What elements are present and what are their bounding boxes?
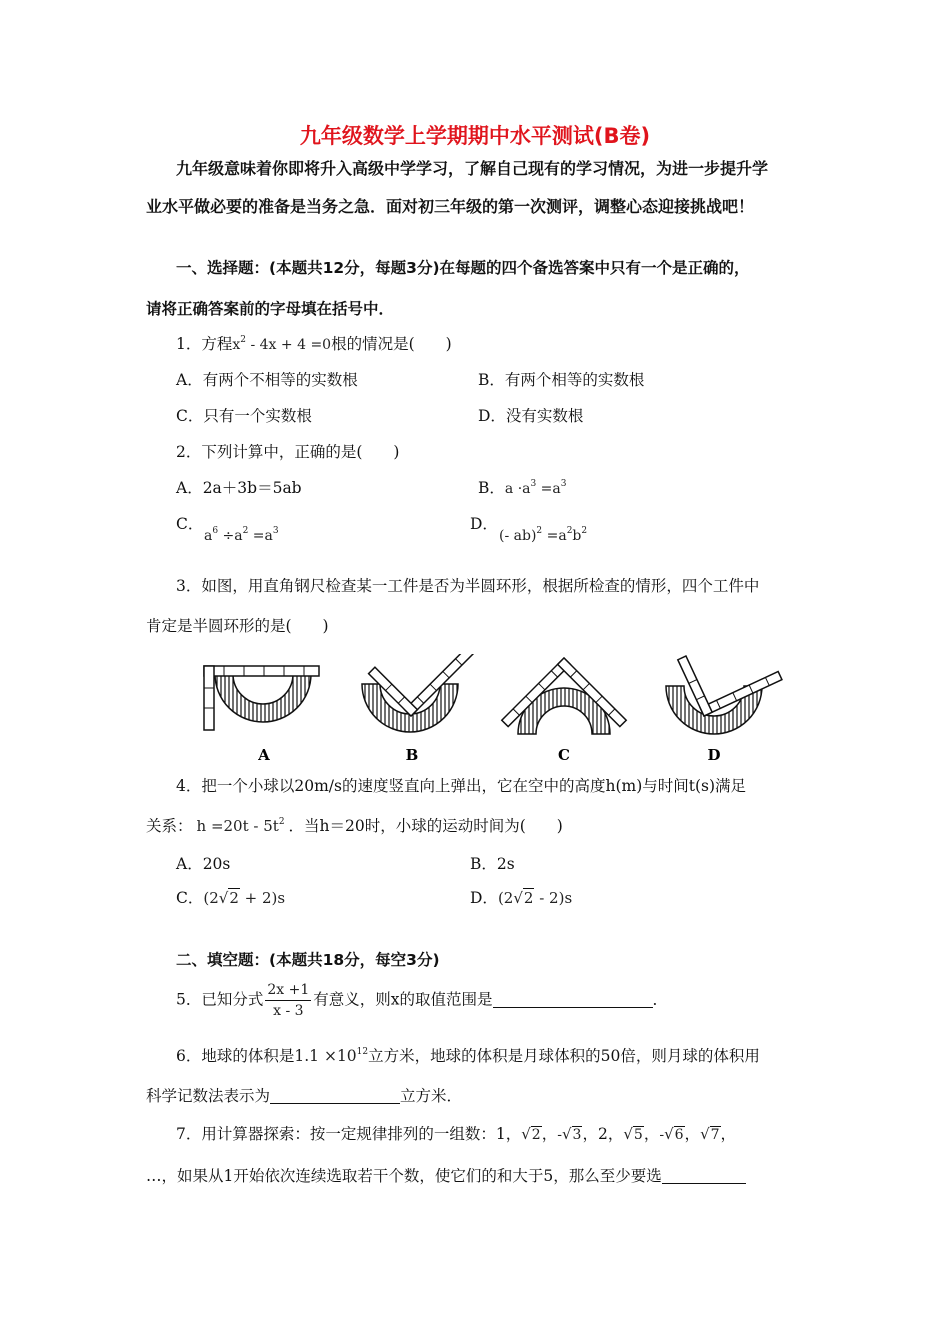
q4-c-post: + 2)s xyxy=(239,889,286,907)
q2-b-expr xyxy=(505,481,567,497)
q2-option-a: A．2a＋3b＝5ab xyxy=(176,479,302,497)
figure-label-d: D xyxy=(707,746,721,764)
q2-option-d-label: D． xyxy=(470,515,498,533)
q4-rel-suffix: ．当h＝20时，小球的运动时间为( ) xyxy=(288,817,563,835)
q5-denominator: x - 3 xyxy=(273,1003,304,1019)
section1-heading-cont: 请将正确答案前的字母填在括号中． xyxy=(146,300,395,318)
q4-rel-exp: 2 xyxy=(278,817,285,827)
q4-d-radicand: 2 xyxy=(523,889,534,907)
q6-volume xyxy=(294,1047,368,1065)
q2-c-exp1: 6 xyxy=(212,526,219,536)
q1-eq-exp: 2 xyxy=(240,335,247,345)
q6-line2-suffix: 立方米． xyxy=(400,1087,463,1105)
q5-end: ． xyxy=(652,990,669,1009)
q4-d-sqrt: √2 xyxy=(513,889,534,907)
question-4-stem: 4．把一个小球以20m/s的速度竖直向上弹出，它在空中的高度h(m)与时间t(s)满足 xyxy=(176,777,747,795)
q2-c-exp3: 3 xyxy=(272,526,279,536)
q2-b-exp1: 3 xyxy=(530,479,537,489)
q2-c-exp2: 2 xyxy=(242,526,249,536)
question-4-stem-cont xyxy=(146,814,563,836)
q7-prefix: 7．用计算器探索：按一定规律排列的一组数：1， xyxy=(176,1125,522,1143)
q2-b-exp2: 3 xyxy=(560,479,567,489)
q6-volume-base: 1.1 ×10 xyxy=(294,1047,357,1065)
question-6 xyxy=(176,1044,760,1066)
q2-option-d-expr xyxy=(499,526,587,544)
q1-eq-var: x xyxy=(232,337,241,353)
q4-rel-expr: h =20t - 5t xyxy=(196,817,279,835)
q4-d-label: D． xyxy=(470,889,498,907)
q2-d-exp1: 2 xyxy=(536,526,543,536)
q7-sqrt7: √7 xyxy=(700,1125,720,1143)
q2-option-b xyxy=(478,476,566,498)
q7-sqrt5: √5 xyxy=(623,1125,643,1143)
q4-option-b: B．2s xyxy=(470,855,515,873)
q7-sqrt2: √2 xyxy=(521,1125,541,1143)
q6-volume-exp: 12 xyxy=(356,1047,369,1057)
q2-d-exp2: 2 xyxy=(566,526,573,536)
question-6-cont xyxy=(146,1084,462,1106)
q5-fraction xyxy=(265,982,311,1019)
q4-d-post: - 2)s xyxy=(534,889,573,907)
q7-line2: …，如果从1开始依次连续选取若干个数，使它们的和大于5，那么至少要选 xyxy=(146,1167,662,1185)
q4-rel-prefix: 关系： xyxy=(146,817,193,835)
q5-numerator: 2x +1 xyxy=(265,982,311,1001)
q5-prefix: 5．已知分式 xyxy=(176,990,264,1009)
q4-option-c xyxy=(176,886,285,908)
q7-answer-blank[interactable] xyxy=(662,1167,746,1184)
page-title: 九年级数学上学期期中水平测试(B卷) xyxy=(299,124,651,148)
figure-b xyxy=(362,654,473,732)
intro-line-1: 九年级意味着你即将升入高级中学学习，了解自己现有的学习情况，为进一步提升学 xyxy=(176,159,769,178)
question-2-stem: 2．下列计算中，正确的是( ) xyxy=(176,443,400,461)
q7-sep3: ， xyxy=(643,1125,660,1143)
question-1-stem xyxy=(176,332,452,354)
q5-suffix: 有意义，则x的取值范围是 xyxy=(313,990,493,1009)
q2-b-part2: =a xyxy=(536,481,561,497)
figure-a xyxy=(204,666,319,730)
q7-sqrt3-radicand: 3 xyxy=(572,1127,582,1143)
q4-d-expr xyxy=(498,889,572,907)
figure-d xyxy=(666,656,782,734)
q7-sep4: ， xyxy=(684,1125,701,1143)
q2-b-part1: a ·a xyxy=(504,481,531,497)
q1-suffix: 根的情况是( ) xyxy=(331,335,452,353)
q5-answer-blank[interactable] xyxy=(493,991,653,1008)
figure-c xyxy=(502,658,626,734)
q6-suffix: 立方米，地球的体积是月球体积的50倍，则月球的体积用 xyxy=(368,1047,760,1065)
q7-sep2: ，2， xyxy=(582,1125,624,1143)
q7-sqrt3: √3 xyxy=(561,1125,582,1143)
q2-option-c-label: C． xyxy=(176,515,204,533)
q4-c-expr xyxy=(203,889,285,907)
question-3-stem-cont: 肯定是半圆环形的是( ) xyxy=(146,617,329,635)
q2-c-part1: a xyxy=(204,528,213,544)
q2-option-c-expr xyxy=(204,526,279,544)
q1-option-b: B．有两个相等的实数根 xyxy=(478,371,645,389)
q7-sqrt2-radicand: 2 xyxy=(531,1127,541,1143)
q2-c-part3: =a xyxy=(248,528,273,544)
q4-d-pre: (2 xyxy=(497,889,514,907)
q1-option-a: A．有两个不相等的实数根 xyxy=(176,371,358,389)
q4-c-pre: (2 xyxy=(203,889,219,907)
q7-sep5: ， xyxy=(720,1125,737,1143)
q1-option-c: C．只有一个实数根 xyxy=(176,407,312,425)
q1-option-d: D．没有实数根 xyxy=(478,407,584,425)
figure-label-b: B xyxy=(405,746,419,764)
q1-eq-rest: - 4x + 4 =0 xyxy=(246,337,332,353)
q2-d-part3: b xyxy=(572,528,582,544)
q7-neg2: - xyxy=(659,1127,665,1143)
q7-sqrt7-radicand: 7 xyxy=(710,1127,720,1143)
q4-option-d xyxy=(470,886,572,908)
q2-d-part1: (- ab) xyxy=(499,528,537,544)
q2-c-part2: ÷a xyxy=(218,528,243,544)
section1-heading: 一、选择题：(本题共12分，每题3分)在每题的四个备选答案中只有一个是正确的， xyxy=(176,259,750,277)
question-5 xyxy=(176,982,668,1019)
q2-b-label: B． xyxy=(478,479,505,497)
q1-prefix: 1．方程 xyxy=(176,335,233,353)
q2-d-part2: =a xyxy=(542,528,567,544)
q6-prefix: 6．地球的体积是 xyxy=(176,1047,295,1065)
q4-c-radicand: 2 xyxy=(229,889,239,907)
q6-answer-blank[interactable] xyxy=(270,1087,400,1104)
figure-label-c: C xyxy=(558,746,570,764)
figure-label-a: A xyxy=(258,746,270,764)
q7-sep1: ， xyxy=(541,1125,558,1143)
section2-heading: 二、填空题：(本题共18分，每空3分) xyxy=(176,951,440,969)
q7-sqrt5-radicand: 5 xyxy=(633,1127,643,1143)
question-3-stem: 3．如图，用直角钢尺检查某一工件是否为半圆环形，根据所检查的情形，四个工件中 xyxy=(176,577,760,595)
q6-line2-prefix: 科学记数法表示为 xyxy=(146,1087,271,1105)
q4-c-label: C． xyxy=(176,889,204,907)
question-7 xyxy=(176,1122,736,1144)
question-7-cont xyxy=(146,1164,746,1186)
q4-c-sqrt: √2 xyxy=(218,889,239,907)
q7-neg1: - xyxy=(557,1127,562,1143)
q7-sqrt6: √6 xyxy=(664,1125,684,1143)
q4-relation xyxy=(197,817,285,835)
q1-equation xyxy=(232,337,331,353)
q2-d-exp3: 2 xyxy=(581,526,588,536)
intro-line-2: 业水平做必要的准备是当务之急．面对初三年级的第一次测评，调整心态迎接挑战吧！ xyxy=(146,197,755,216)
q7-sqrt6-radicand: 6 xyxy=(674,1127,684,1143)
q4-option-a: A．20s xyxy=(176,855,231,873)
q3-figures xyxy=(196,654,786,766)
